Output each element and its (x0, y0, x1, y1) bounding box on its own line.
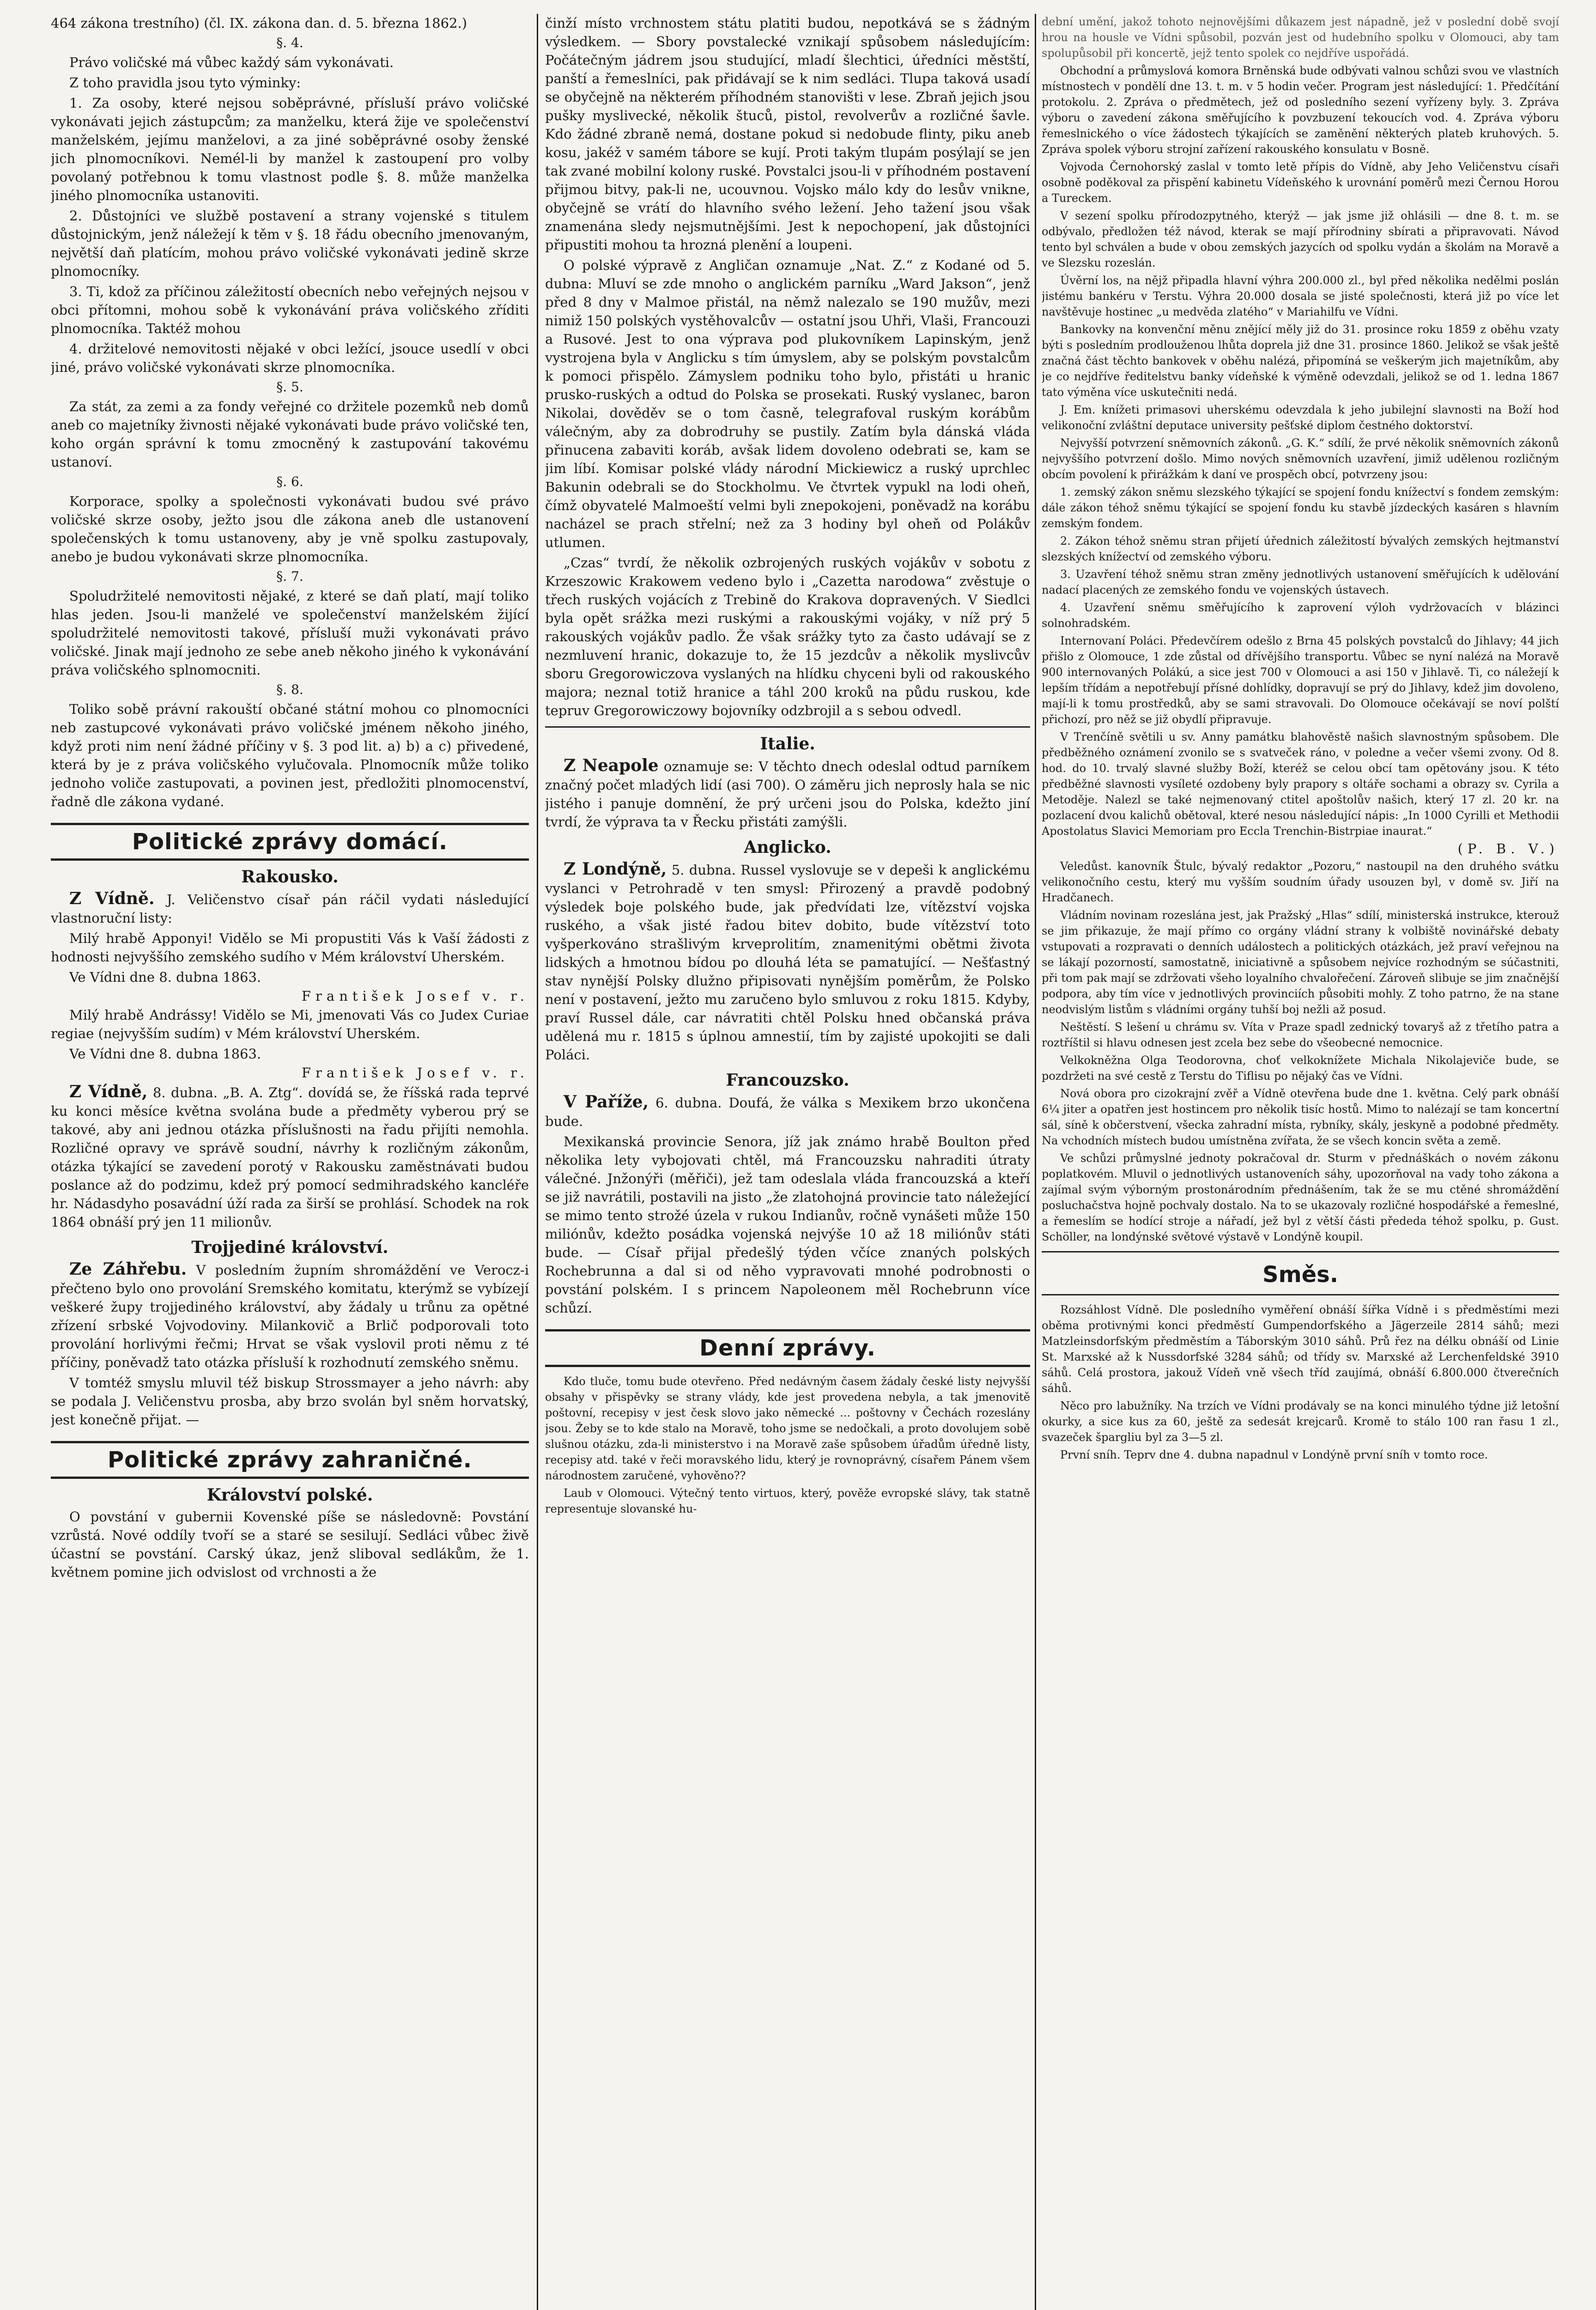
article-text: Něco pro labužníky. Na trzích ve Vídni prodávaly se na konci minulého týdne již letošní okurky, a sice kus za 60, ještě za sedesát krejcarů. Kromě to stálo 100 ran řasu 1 zl., svazeček špargliu byl za 3—5 zl. (1042, 1399, 1559, 1444)
article-text: Neštěstí. S lešení u chrámu sv. Víta v Praze spadl zednický tovaryš až z třetího patra a roztříštil si hlavu odnesen jest zcela bez sebe do všeobecné nemocnice. (1042, 1021, 1559, 1049)
article-text: 2. Zákon téhož sněmu stran přijetí úřednich záležitostí bývalých zemských hejtmanství slezských knížectví od zemského výboru. (1042, 535, 1559, 563)
law-text: Toliko sobě právní rakouští občané státní mohou co plnomocníci neb zastupcové vykonávati právo voličské jménem někoho jiného, když proti nim není žádné příčiny v §. 3 pod lit. a) b) a c) přivedené, která by je z práva voličského vylučovala. Plnomocník může toliko jednoho voliče zastupovati, a povinen jest, předložiti plnomocenství, řadně dle zákona vydané. (51, 701, 529, 809)
section-heading-domestic: Politické zprávy domácí. (51, 823, 529, 861)
article-text: První sníh. Teprv dne 4. dubna napadnul v Londýně první sníh v tomto roce. (1060, 1448, 1488, 1461)
section-mark: §. 5. (276, 379, 303, 395)
article-text: 4. Uzavření sněmu směřujícího k zaprovení výloh vydržovacích v blázinci solnohradském. (1042, 601, 1559, 630)
letter-date: Ve Vídni dne 8. dubna 1863. (69, 969, 261, 985)
letter-text: Milý hrabě Apponyi! Vidělo se Mi propustiti Vás k Vaší žádosti z hodnosti nejvyššího zemského sudího v Mém království Uherském. (51, 930, 529, 965)
signature: František Josef v. r. (301, 988, 529, 1004)
column-3 (1042, 14, 1559, 2310)
article-text: J. Veličenstvo císař pán ráčil vydati následující vlastnoruční listy: (51, 892, 529, 926)
article-text: oznamuje se: V těchto dnech odeslal odtud parníkem značný počet mladých lidí (asi 700). O záměru jich neprosly hala se nic jistého i panuje domnění, že prý určeni jsou do Polska, kdežto jiní tvrdí, že výprava ta v Řecku přistáti zamýšli. (545, 759, 1030, 830)
article-text: dební umění, jakož tohoto nejnovějšími důkazem jest nápadně, jež v poslední době svojí hrou na housle ve Vídni spůsobil, pozván jest od hudebního spolku v Olomouci, aby tam spolupůsobil při koncertě, jejž tento spolek co nejdříve uspořádá. (1042, 15, 1559, 60)
section-mark: §. 6. (276, 474, 303, 489)
subheading-italie: Italie. (760, 734, 815, 754)
signature: František Josef v. r. (301, 1065, 529, 1081)
article-text: Úvěrní los, na nějž připadla hlavní výhra 200.000 zl., byl před několika nedělmi poslán jistému bankéru v Terstu. Výhra 20.000 dosala se jisté společnosti, která již po více let navštěvuje hostinec „u medvěda zlatého“ v Mariahilfu ve Vídni. (1042, 274, 1559, 318)
divider (1042, 1251, 1559, 1252)
section-mark: §. 8. (276, 682, 303, 697)
subheading-francouzsko: Francouzsko. (726, 1070, 850, 1090)
article-text: 8. dubna. „B. A. Ztg“. dovídá se, že říšská rada teprvé ku konci měsíce května svolána bude a předměty vyberou prý se takové, aby ani jednou otázka příslušnosti na řadu přijíti nemohla. Rozličné opravy ve správě soudní, návrhy k rozličným zákonům, otázka týkající se zavedení porotý v Rakousku zaměstnávati budou poslance až do podzimu, kdež prý pomocí sedmihradského kancléře hr. Nádasdyho posavádní úží rada za širší se prohlásí. Schodek na rok 1864 obnáší prý jen 11 milionův. (51, 1085, 529, 1230)
divider (1042, 1294, 1559, 1295)
law-text: 2. Důstojníci ve službě postavení a strany vojenské s titulem důstojnickým, jenž náležejí k těm v §. 18 řádu obecního jmenovaným, největší daň platícím, mohou právo voličské vykonávati jedině skrze plnomocníky. (51, 208, 529, 279)
dateline: Z Neapole (564, 756, 659, 775)
section-heading-foreign: Politické zprávy zahraničné. (51, 1441, 529, 1479)
section-heading-smes: Směs. (1262, 1262, 1338, 1288)
divider (545, 726, 1030, 728)
law-text: 3. Ti, kdož za příčinou záležitostí obecních nebo veřejných nejsou v obci přítomni, mohou sobě k vykonávání práva voličského zříditi plnomocníka. Taktéž mohou (51, 284, 529, 336)
article-text: 1. zemský zákon sněmu slezského týkající se spojení fondu knížectví s fondem zemským: dále zákon téhož sněmu týkající se spojení fondu ku stavbě jízdeckých kasáren s hlavním zemským fondem. (1042, 486, 1559, 530)
subheading-anglicko: Anglicko. (744, 838, 831, 857)
article-text: Vládním novinam rozeslána jest, jak Pražský „Hlas“ sdílí, ministerská instrukce, kterouž se jim přikazuje, že mají přímo co orgány vládní strany k volbiště novinářské debaty vstupovati a rozpravati o denních událostech a politických otázkách, jež praví veřejnou na se lákají pozorností, samostatně, iniciativně a spůsobem nejvíce rozhodným se súčastniti, při tom pak mají se zdržovati všeho loyalního chvalořečení. Zároveň slibuje se jim značnější podpora, aby tím více v jednotlivých provinciích působiti mohly. Z toho patrno, že na stane neodvislým listům s vládními orgány tuhší boj nežli až posud. (1042, 909, 1559, 1016)
article-text: Kdo tluče, tomu bude otevřeno. Před nedávným časem žádaly české listy nejvyšší obsahy v přispěvky se strany vlády, kde jest provedena nebyla, a tak jmenovitě poštovní, recepisy v jest česk slovo jako německé ... poštovny v Čechách rozeslány jsou. Žeby se to kde stalo na Moravě, toho jsme se nedočkali, a proto dovolujem sobě slušnou otázku, zda-li ministerstvo i na Moravě zaše spůsobem úřadům úředně listy, recepisy atd. také v řeči moravského lidu, který je rovnoprávný, císařem Pánem všem národnostem zaručené, vyhověno?? (545, 1375, 1030, 1482)
dateline: Z Vídně, (69, 1082, 148, 1101)
section-mark: §. 7. (276, 569, 303, 584)
dateline: Z Vídně. (69, 889, 155, 908)
article-text: V tomtéž smyslu mluvil též biskup Strossmayer a jeho návrh: aby se podala J. Veličenstvu prosba, aby brzo svolán byl sněm horvatský, jest konečně přijat. — (51, 1375, 529, 1428)
article-text: Vojvoda Černohorský zaslal v tomto letě přípis do Vídně, aby Jeho Veličenstvu císaři osobně poděkoval za přispění kabinetu Vídeňského k urovnání poměrů mezi Černou Horou a Tureckem. (1042, 160, 1559, 205)
article-text: Obchodní a průmyslová komora Brněnská bude odbývati valnou schůzi svou ve vlastních místnostech v pondělí dne 13. t. m. v 5 hodin večer. Program jest následující: 1. Předčítání protokolu. 2. Zpráva o předmětech, jež od posledního sezení vyřízeny byly. 3. Zpráva výboru o zavedení zákona směřujícího k povzbuzení tekoucích vod. 4. Zpráva výboru řemeslnického o více žádostech týkajících se zaměnění některých plateb kruhových. 5. Zpráva spolek výboru strojní zařízení rakouského konsulatu v Bosně. (1042, 64, 1559, 156)
article-text: Nejvyšší potvrzení sněmovních zákonů. „G. K.“ sdílí, že prvé několik sněmovních zákonů nejvyššího potvrzení došlo. Mimo nových sněmovních uzavření, jimiž udělenou rozličným obcím povolení k přirážkám k daní ve prospěch obcí, potvrzeny jsou: (1042, 437, 1559, 481)
article-text: V Trenčíně světili u sv. Anny památku blahověstě našich slavnostným spůsobem. Dle předběžného oznámení zvonilo se s svatveček ráno, v poledne a večer všemi zvony. Od 8. hod. do 10. trvalý slavné služby Boží, kteréž se celou obcí tam opětovány jsou. K této předběžné slavnosti vysíleté ozdobeny byly prapory s oltáře sochami a obrazy sv. Cyrila a Metoděje. Nalezl se také nejmenovaný ctitel apoštolův našich, který 17 zl. 20 kr. na pozlacení dvou kalichů obětoval, které nesou následující nápis: „In 1000 Cyrilli et Methodii Apostolatus Slavici Memoriam pro Eccla Trenchin-Bistrpiae inaurat.“ (1042, 730, 1559, 838)
column-rule-1 (537, 14, 538, 2310)
dateline: Z Londýně, (564, 859, 667, 879)
article-text: Rozsáhlost Vídně. Dle posledního vyměření obnáší šířka Vídně i s předměstími mezi oběma protivnými konci předměstí Gumpendorfského a Jägerzeile 2814 sáhů; mezi Matzleinsdorfským předměstím a Táborským 3010 sáhů. Prů řez na délku obnáší od Linie St. Marxské až k Nussdorfské 3284 sáhů; od třídy sv. Marxské až Lerchenfeldské 3910 sáhů. Celá prostora, jakouž Vídeň vně všech tříd zaujímá, obnáší 6.800.000 čtverečních sáhů. (1042, 1303, 1559, 1395)
subheading-trojjedine: Trojjediné království. (191, 1238, 388, 1257)
article-text: 3. Uzavření téhož sněmu stran změny jednotlivých ustanovení směřujících k udělování nadací placených ze zemského fondu ve vojenských ústavech. (1042, 568, 1559, 596)
law-text: Za stát, za zemi a za fondy veřejné co držitele pozemků neb domů aneb co majetníky živnosti nějaké vykonávati bude právo voličské ten, koho orgán správní k tomu zmocněný k zastupování takovému ustanoví. (51, 399, 529, 470)
article-text: 6. dubna. Doufá, že válka s Mexikem brzo ukončena bude. (545, 1095, 1030, 1129)
subheading-polske: Království polské. (206, 1485, 373, 1505)
letter-date: Ve Vídni dne 8. dubna 1863. (69, 1046, 261, 1062)
dateline: Ze Záhřebu. (69, 1259, 187, 1279)
column-rule-2 (1035, 14, 1036, 2310)
column-2 (545, 14, 1030, 2310)
article-text: O povstání v gubernii Kovenské píše se následovně: Povstání vzrůstá. Nové oddíly tvoří se a staré se sesilují. Sedláci vůbec živě účastní se povstání. Carský úkaz, jenž sliboval sedlákům, že 1. květnem pomine jich odvislost od vrchnosti a že (51, 1509, 529, 1580)
article-text: Veledůst. kanovník Štulc, bývalý redaktor „Pozoru,“ nastoupil na den druhého svátku velikonočního cestu, který mu vyšším soudním úřady usouzen byl, v domě sv. Jiří na Hradčanech. (1042, 860, 1559, 904)
article-text: J. Em. knížeti primasovi uherskému odevzdala k jeho jubilejní slavnosti na Boží hod velikonoční zvláštní deputace university pešťské diplom čestného doktorství. (1042, 403, 1559, 432)
article-text: Ve schůzi průmyslné jednoty pokračoval dr. Sturm v přednáškách o novém zákonu poplatkovém. Mluvil o jednotlivých ustanoveních sáhy, upozorňoval na vady toho zákona a zajímal svým výborným prostonárodním přednášením, tak že se mu ctěné shromáždění posluchačstva hojně pochvaly dostalo. Na to se ukazovaly rozličné hospodářské a řemeslné, a řemeslím se hodící stroje a nářadí, jež byl z větší části přededa téhož spolku, p. Gust. Schöller, na londýnské světové výstavě v Londýně koupil. (1042, 1152, 1559, 1243)
signature: (P. B. V.) (1457, 841, 1559, 857)
dateline: V Paříže, (564, 1092, 649, 1112)
article-text: Velkokněžna Olga Teodorovna, choť velkoknížete Michala Nikolajeviče bude, se pozdržeti na své cestě z Terstu do Tiflisu po nějaký čas ve Vídni. (1042, 1054, 1559, 1082)
section-heading-daily: Denní zprávy. (545, 1329, 1030, 1367)
section-mark: §. 4. (276, 35, 303, 50)
law-text: Korporace, spolky a společnosti vykonávati budou své právo voličské skrze osoby, ježto jsou dle zákona aneb dle ustanovení společenských k tomu ustanoveny, aby je vně spolku zastupovaly, anebo je budou vykonávati skrze plnomocníka. (51, 493, 529, 565)
article-text: „Czas“ tvrdí, že několik ozbrojených ruských vojákův v sobotu z Krzeszowic Krakowem vedeno bylo i „Cazetta narodowa“ zvěstuje o třech ruských vojácích z Trebině do Krakova dopravených. V Siedlci byla opět srážka mezi ruskými a rakouskými vojáky, v níž prý 5 rakouských vojákův padlo. Že však srážky tyto za často udávají se z nezmluvení hranic, dokazuje to, že 15 jezdcův a několik myslivcův sboru Gregorowiczova vyslaných na hlídku chyceni byli od rakouského majora; neznal totiž hranice a táhl 200 kroků na půdu ruskou, kde tepruv Gregorowiczowy bojovníky odzbrojil a s sebou odvedl. (545, 555, 1030, 718)
law-text: Spoludržitelé nemovitosti nějaké, z které se daň platí, mají toliko hlas jeden. Jsou-li manželé ve společenství manželském žijící spoludržitelé nemovitosti takové, přísluší muži vykonávati právo voličské. Jinak mají jednoho ze sebe aneb někoho jiného k vykonávání práva voličského splnomocniti. (51, 588, 529, 678)
article-text: Mexikanská provincie Senora, jíž jak známo hrabě Boulton před několika lety vybojovati chtěl, má Francouzsku nahraditi útraty válečné. Jnžonýři (měřiči), jež tam odeslala vláda francouzská a kteří se již navrátili, postavili na jisto „že zlatohojná provincie tato náležející se mimo tento strožé úzela v rukou Indianův, ročně vynášeti může 150 miliónův, kdežto posádka vojenská nejvýše 10 až 18 miliónův státi bude. — Císař přijal předešlý týden včíce znaných polských Rochebrunna a dal si od něho vypravovati mnohé podrobnosti o povstání polském. I s princem Napoleonem měl Rochebrunn více schůzí. (545, 1134, 1030, 1316)
subheading-rakousko: Rakousko. (241, 867, 339, 887)
article-text: Internovaní Poláci. Předevčírem odešlo z Brna 45 polských povstalců do Jihlavy; 44 jich přišlo z Olomouce, 1 zde zůstal od dřívějšího transportu. Vůbec se nyní nalézá na Moravě 900 internovaných Polákú, a sice jest 700 v Olomouci a asi 150 v Jihlavě. Ti, co náležejí k lepším třídám a nepotřebují přísné dohlídky, dopravují se prý do Jihlavy, kdež jim dovoleno, mají-li k tomu prostředků, aby se sami stravovali. Do Olomouce očekávají se noví polští přichozí, pro něž se již obydlí připravuje. (1042, 634, 1559, 726)
letter-text: Milý hrabě Andrássy! Vidělo se Mi, jmenovati Vás co Judex Curiae regiae (nejvyšším sudím) v Mém království Uherském. (51, 1007, 529, 1041)
article-text: 5. dubna. Russel vyslovuje se v depeši k anglickému vyslanci v Petrohradě v ten smysl: Přirozený a pravdě podobný výsledek boje polského bude, jak předvídati lze, vítězství vojska ruského, a však jisté řadou bitev dobito, bude vítězství toto vyšperkováno strašlivým krveprolitím, znamenitými obětmi života lidských a hmotnou bídou po dlouhá léta se pamatující. — Nešťastný stav nynější Polsky dlužno připisovati nynějším poměrům, že Polsko není v postavení, ježto mu zaručeno bylo smluvou z roku 1815. Kdyby, praví Russel dále, car návratiti chtěl Polsku hned občanská práva udělená mu r. 1815 s úplnou amnestií, tím by zajisté upokojiti se dali Poláci. (545, 862, 1030, 1063)
law-text: Právo voličské má vůbec každý sám vykonávati. (69, 55, 394, 70)
law-text: 464 zákona trestního) (čl. IX. zákona dan. d. 5. března 1862.) (51, 15, 467, 31)
law-text: 1. Za osoby, které nejsou soběprávné, přísluší právo voličské vykonávati jejich zástupcům; za manželku, která žije ve společenství manželském, jejímu manželovi, a za jiné soběprávné osoby ženské jich plnomocníkovi. Nemél-li by manžel k zastoupení pro volby povolaný potřebnou k tomu vlastnost podle §. 8. může manželka jiného plnomocníka ustanoviti. (51, 95, 529, 203)
article-text: Laub v Olomouci. Výtečný tento virtuos, který, pověže evropské slávy, tak statně representuje slovanské hu- (545, 1487, 1030, 1515)
law-text: Z toho pravidla jsou tyto výminky: (69, 75, 301, 91)
article-text: činží místo vrchnostem státu platiti budou, nepotkává se s žádným výsledkem. — Sbory povstalecké vznikají spůsobem následujícím: Počátečným jádrem jsou studující, mladí šlechtici, úředníci městští, panští a řemeslníci, pak přidávají se k nim sedláci. Tlupa taková usadí se obyčejně na některém příhodném stanovišti v lese. Zbraň jejich jsou pušky myslivecké, několik štuců, pistol, revolverův a rozličné šavle. Kdo žádné zbraně nemá, dostane pokud si nedobude flinty, piku aneb kosu, jakéž v samém tábore se kují. Proti takým tlupám posýlají se jen tak zvané mobilní kolony ruské. Povstalci jsou-li v příhodném postavení přijmou bitvy, pak-li ne, ucouvnou. Vojsko málo kdy do lesův vnikne, obyčejně se vrátí do hlavního svého ležení. Jeho tažení jsou však znamenána sledy nejsmutnějšími. Jest k nepochopení, jak důstojníci připustiti mohou ta hrozná plenění a loupeni. (545, 15, 1030, 253)
article-text: V posledním župním shromáždění ve Verocz-i přečteno bylo ono provolání Sremského komitatu, kterýmž se vybízejí veškeré župy trojjediného království, aby žádaly u trůnu za opětné zřízení srbské Vojvodoviny. Milankovič a Brlič podporovali toto provolání horlivými řečmi; Hrvat se však vyslovil proti němu z té příčiny, poněvadž tato otázka přísluší k rozhodnutí zemského sněmu. (51, 1262, 529, 1370)
column-1 (51, 14, 529, 2310)
article-text: Bankovky na konvenční měnu znějící měly již do 31. prosince roku 1859 z oběhu vzaty býti s posledním prodlouženou lhůta doprela již dne 31. prosince 1860. Jelikož se však ještě značná část těchto bankovek v oběhu nalézá, připomíná se veškerým jich majetníkům, aby je co nejdříve ředitelstvu banky vídeňské k výměně odevzdali, jelikož se od 1. ledna 1867 tato výměna více uskutečniti nedá. (1042, 323, 1559, 399)
law-text: 4. držitelové nemovitosti nějaké v obci ležící, jsouce usedlí v obci jiné, právo voličské vykonávati skrze plnomocníka. (51, 341, 529, 375)
article-text: O polské výpravě z Angličan oznamuje „Nat. Z.“ z Kodané od 5. dubna: Mluví se zde mnoho o anglickém parníku „Ward Jakson“, jenž před 8 dny v Malmoe přistál, na němž nalezalo se 190 mužův, mezi nimiž 150 polských vystěhovalcův — ostatní jsou Uhři, Vlaši, Francouzi a Rusové. Jest to ona výprava pod plukovníkem Lapinským, jenž vystrojena byla v Anglicku s tím úmyslem, aby se polským povstalcům k pomoci přispělo. Zámyslem podniku toho bylo, přistáti u hranic prusko-ruských a odtud do Polska se prosekati. Ruský vyslanec, baron Nikolai, dověděv se o tom časně, telegrafoval ruským korábům válečným, aby za dobrodruhy se pustily. Zatím byla dánská vláda přinucena zabaviti koráb, avšak lidem dovoleno odebrati se, kam se jim líbí. Komisar polské vlády národní Mickiewicz a ruský uprchlec Bakunin odebrali se do Stockholmu. Ve čtvrtek vypukl na lodi oheň, čímž obyvatelé Malmoeští velmi byli znepokojeni, poněvadž na korábu nacházel se prach střelní; než za 3 hodiny byl oheň od Polákův utlumen. (545, 257, 1030, 550)
article-text: Nová obora pro cizokrajní zvěř a Vídně otevřena bude dne 1. května. Celý park obnáší 6¼ jiter a opatřen jest hostincem pro několik tisíc hostů. Mimo to nalézají se tam koncertní sál, síně k občerstvení, všecka zahradní místa, rybníky, skály, jeskyně a podobné předměty. Na vchodních místech budou umístněna zvířata, že se všech koncin světa a země. (1042, 1087, 1559, 1147)
article-text: V sezení spolku přírodozpytného, kterýž — jak jsme již ohlásili — dne 8. t. m. se odbývalo, předložen též návod, kterak se mají přírodniny sbírati a připravovati. Návod tento byl schválen a bude v obou zemských jazycích od spolku vydán a školám na Moravě a ve Slezsku rozeslán. (1042, 209, 1559, 269)
